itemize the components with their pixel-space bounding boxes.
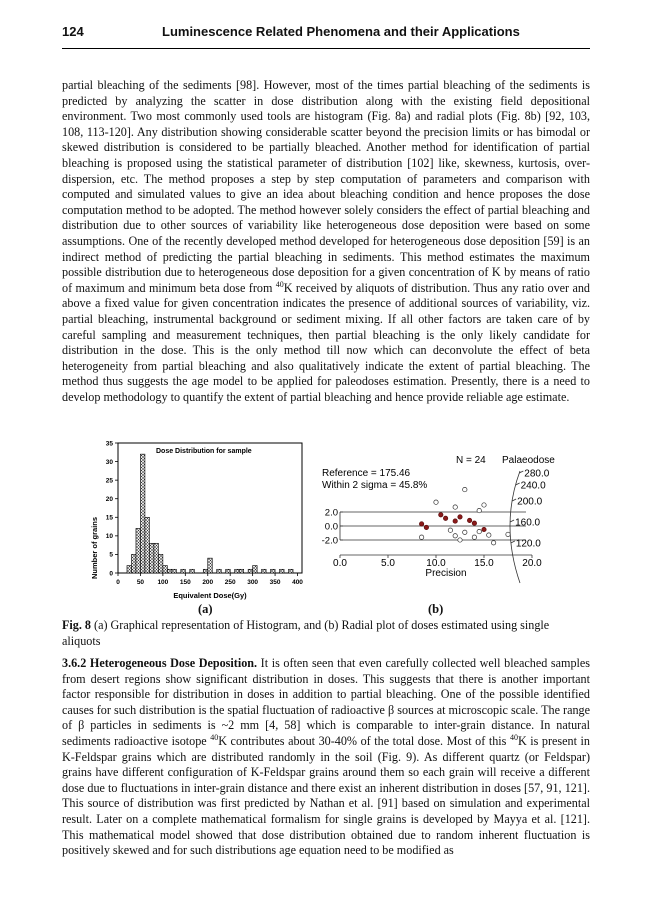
y-tick-label: 10 xyxy=(105,533,113,541)
point-outside xyxy=(506,532,510,536)
point-outside xyxy=(472,535,476,539)
arc-tick xyxy=(512,499,516,501)
point-within-2sigma xyxy=(472,521,476,525)
radial-within: Within 2 sigma = 45.8% xyxy=(322,480,428,491)
running-title: Luminescence Related Phenomena and their Applications xyxy=(162,24,520,39)
histogram-bar xyxy=(239,569,243,573)
histogram-bar xyxy=(253,566,257,573)
y-tick-label: 35 xyxy=(105,440,113,448)
histogram-bar xyxy=(235,569,239,573)
radial-x-label: Precision xyxy=(425,568,467,579)
point-outside xyxy=(453,534,457,538)
figure-label-b: (b) xyxy=(428,602,444,616)
histogram-bar xyxy=(167,569,171,573)
figure-label-a: (a) xyxy=(198,602,213,616)
point-within-2sigma xyxy=(424,525,428,529)
x-tick-label: 300 xyxy=(247,579,259,586)
arc-tick-label: 200.0 xyxy=(517,496,543,508)
page-number: 124 xyxy=(62,24,84,39)
z-tick-label: -2.0 xyxy=(321,535,338,547)
y-tick-label: 0 xyxy=(109,570,113,578)
point-outside xyxy=(491,541,495,545)
section-heading: 3.6.2 Heterogeneous Dose Deposition. xyxy=(62,656,258,670)
precision-tick-label: 5.0 xyxy=(381,558,395,569)
radial-plot-chart xyxy=(320,445,560,605)
y-tick-label: 15 xyxy=(105,514,113,522)
histogram-bar xyxy=(154,543,158,573)
point-outside xyxy=(463,487,467,491)
point-within-2sigma xyxy=(419,522,423,526)
point-within-2sigma xyxy=(467,518,471,522)
histogram-bar xyxy=(145,517,149,573)
z-tick-label: 2.0 xyxy=(324,507,338,519)
superscript-40: 40 xyxy=(275,279,284,289)
point-outside xyxy=(448,528,452,532)
histogram-bar xyxy=(149,543,153,573)
superscript-40-a: 40 xyxy=(210,732,219,742)
histogram-bar xyxy=(158,554,162,573)
histogram-bar xyxy=(181,569,185,573)
histogram-bar xyxy=(271,569,275,573)
x-tick-label: 400 xyxy=(292,579,303,586)
precision-tick-label: 0.0 xyxy=(333,558,347,569)
histogram-bar xyxy=(127,566,131,573)
x-tick-label: 200 xyxy=(202,579,214,586)
histogram-bar xyxy=(163,566,167,573)
histogram-bar xyxy=(172,569,176,573)
arc-tick-label: 160.0 xyxy=(515,517,541,529)
histogram-y-label: Number of grains xyxy=(90,516,99,580)
arc-tick xyxy=(511,541,515,543)
histogram-bar xyxy=(248,569,252,573)
y-tick-label: 5 xyxy=(109,551,113,559)
section-text-3: K is present in K-Feldspar grains which are distributed randomly in the soil (Fig. 9). As different quartz (or Feldspar) grains have different configuration of K-Feldspar grains around them so each grain will receive a different dose due to fluctuations in inter-grain distance and there exist an inherent distribution in doses [57, 91, 121]. This source of distribution was first predicted by Nathan et al. [91] based on simulation and experimental result. Later on a complete mathematical formalism for single grains is developed by Mayya et al. [121]. This mathematical model showed that dose distribution obtained due to random inherent fluctuation is positively skewed and for such distributions age equation need to be modified as xyxy=(62,733,590,858)
x-tick-label: 50 xyxy=(136,579,145,586)
section-text-2: K contributes about 30-40% of the total dose. Most of this xyxy=(218,733,510,748)
body-paragraph-1 xyxy=(62,78,590,405)
section-3-6-2-paragraph xyxy=(62,656,590,859)
point-outside xyxy=(434,500,438,504)
histogram-bar xyxy=(131,554,135,573)
histogram-chart xyxy=(62,433,312,601)
point-within-2sigma xyxy=(439,513,443,517)
point-outside xyxy=(487,533,491,537)
x-tick-label: 150 xyxy=(179,579,191,586)
histogram-title: Dose Distribution for sample xyxy=(156,448,252,455)
point-outside xyxy=(482,503,486,507)
precision-tick-label: 15.0 xyxy=(474,558,494,569)
histogram-bar xyxy=(262,569,266,573)
x-tick-label: 0 xyxy=(116,579,120,586)
para1-text-b: K received by aliquots of distribution. Thus any ratio over and above a fixed value for given concentration indicates the presence of additional sources of variability, viz. partial bleaching, instrumental background or sediment mixing. If all other factors are taken care of by careful sampling and measurement techniques, then partial bleaching is the only likely candidate for distribution in the dose. This is the only method till now which can deconvolute the effect of beta heterogeneity from partial bleaching and also qualitatively indicate the extent of partial bleaching. The method thus suggests the age model to be applied for paleodoses estimation. Presently, there is a need to develop methodology to quantify the extent of partial bleaching and hence provide reliable age estimate. xyxy=(62,280,590,404)
histogram-x-label: Equivalent Dose(Gy) xyxy=(173,591,247,600)
precision-tick-label: 10.0 xyxy=(426,558,446,569)
radial-reference: Reference = 175.46 xyxy=(322,468,411,479)
point-outside xyxy=(477,508,481,512)
figure-caption xyxy=(62,618,590,649)
running-header xyxy=(62,22,590,49)
point-outside xyxy=(477,529,481,533)
y-tick-label: 25 xyxy=(105,477,113,485)
x-tick-label: 250 xyxy=(224,579,236,586)
radial-title: Palaeodose xyxy=(502,455,555,466)
histogram-bar xyxy=(217,569,221,573)
arc-tick-label: 280.0 xyxy=(524,468,550,480)
point-outside xyxy=(453,505,457,509)
point-outside xyxy=(463,530,467,534)
x-tick-label: 350 xyxy=(269,579,281,586)
figure-8 xyxy=(62,433,590,618)
histogram-bar xyxy=(226,569,230,573)
histogram-bar xyxy=(140,454,144,573)
arc-tick-label: 240.0 xyxy=(520,480,546,492)
histogram-bar xyxy=(203,569,207,573)
histogram-bar xyxy=(280,569,284,573)
point-outside xyxy=(458,538,462,542)
superscript-40-b: 40 xyxy=(509,732,518,742)
precision-tick-label: 20.0 xyxy=(522,558,542,569)
para1-text-a: partial bleaching of the sediments [98]. However, most of the times partial bleaching of the sediments is predicted by analyzing the scatter in dose distribution along with the existing field depositional environment. Two most commonly used tools are histogram (Fig. 8a) and radial plots (Fig. 8b) [92, 103, 108, 113-120]. Any distribution showing considerable scatter beyond the precision limits or has bimodal or skewed distribution is considered to be partially bleached. Another method for identification of partial bleaching is proposed using the statistical parameter of distribution [102] like, skewness, kurtosis, over-dispersion, etc. The method proposes a step by step computation of parameters and comparison with computed and simulated values to give an idea about bleaching condition and hence proposes the dose computation method to be adopted. The method however solely considers the effect of partial bleaching and distribution due to other sources of variability like heterogeneous dose deposition were based on some assumptions. One of the recently developed method developed for heterogeneous dose deposition [59] is an indirect method of predicting the partial bleaching in sediments. This method estimates the maximum possible distribution due to heterogeneous dose deposition for a given concentration of K by means of ratio of maximum and minimum beta dose from xyxy=(62,78,590,295)
histogram-bar xyxy=(289,569,293,573)
point-within-2sigma xyxy=(458,515,462,519)
y-tick-label: 30 xyxy=(105,458,113,466)
point-within-2sigma xyxy=(453,519,457,523)
z-tick-label: 0.0 xyxy=(324,521,338,533)
caption-text: (a) Graphical representation of Histogram, and (b) Radial plot of doses estimated using single aliquots xyxy=(62,618,550,648)
y-tick-label: 20 xyxy=(105,496,113,504)
radial-n-annotation: N = 24 xyxy=(456,455,486,466)
x-tick-label: 100 xyxy=(157,579,169,586)
arc-tick-label: 120.0 xyxy=(515,538,541,550)
arc-tick xyxy=(510,520,514,522)
point-within-2sigma xyxy=(443,516,447,520)
histogram-bar xyxy=(136,528,140,573)
section-text-1: It is often seen that even carefully collected well bleached samples from desert regions show significant distribution in doses. This suggests that there is another important factor responsible for distribution in doses in addition to partial bleaching. One of the possible identified causes for such distribution is the spatial fluctuation of radioactive β sources at microscopic scale. The range of β particles in sediments is ~2 mm [4, 58] which is comparable to inter-grain distance. In natural sediments radioactive isotope xyxy=(62,656,590,748)
histogram-bar xyxy=(190,569,194,573)
histogram-bar xyxy=(208,558,212,573)
point-within-2sigma xyxy=(482,527,486,531)
point-outside xyxy=(419,535,423,539)
caption-label: Fig. 8 xyxy=(62,618,91,632)
